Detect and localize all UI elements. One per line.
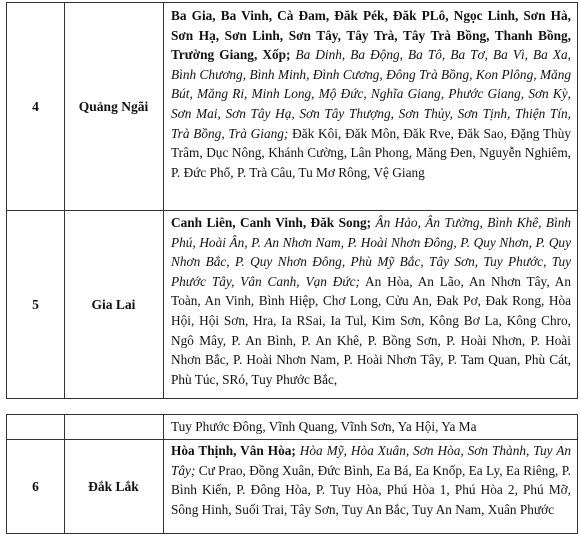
table-row-quang-ngai: [7, 3, 577, 210]
commune-list: [171, 417, 571, 437]
table-row-gia-lai: [7, 210, 577, 398]
row-number: 6: [32, 479, 39, 494]
commune-list-normal: Đăk Kôi, Đăk Môn, Đăk Rve, Đăk Sao, Đặng Thùy Trâm, Dục Nông, Khánh Cường, Lân Phong, Măng Đen, Nguyễn Nghiêm, P. Đức Phổ, P. Trà Câu, Tu Mơ Rông, Vệ Giang: [171, 125, 571, 180]
commune-list-italic: Hòa Mỹ, Hòa Xuân, Sơn Hòa, Sơn Thành, Tuy An Tây;: [171, 443, 571, 478]
province-name: Quảng Ngãi: [78, 98, 149, 114]
province-name: Gia Lai: [91, 297, 136, 312]
province-name: Đắk Lắk: [88, 479, 139, 494]
commune-list-bold: Ba Gia, Ba Vinh, Cà Đam, Đăk Pék, Đăk PLô, Ngọc Linh, Sơn Hà, Sơn Hạ, Sơn Linh, Sơn Tây, Tây Trà, Tây Trà Bồng, Thanh Bồng, Trường Giang, Xốp;: [171, 8, 571, 63]
region-table-upper: [6, 2, 578, 399]
region-table-lower: [6, 414, 578, 534]
commune-list: [171, 441, 571, 519]
commune-list-normal: Tuy Phước Đông, Vĩnh Quang, Vĩnh Sơn, Ya Hội, Ya Ma: [171, 419, 477, 434]
commune-list: [171, 6, 571, 182]
commune-list-italic: Ba Dinh, Ba Động, Ba Tô, Ba Tơ, Ba Vì, Ba Xa, Bình Chương, Bình Minh, Đình Cương, Đông Trà Bồng, Kon Plông, Măng Bút, Măng Ri, Minh Long, Mộ Đức, Nghĩa Giang, Phước Giang, Sơn Kỳ, Sơn Mai, Sơn Tây Hạ, Sơn Tây Thượng, Sơn Thủy, Sơn Tịnh, Thiện Tín, Trà Bồng, Trà Giang;: [171, 47, 571, 141]
commune-list-italic: Ân Hảo, Ân Tường, Bình Khê, Bình Phú, Hoài Ân, P. An Nhơn Nam, P. Hoài Nhơn Đông, P. Quy Nhơn, P. Quy Nhơn Bắc, P. Quy Nhơn Đông, Phù Mỹ Bắc, Tây Sơn, Tuy Phước, Tuy Phước Tây, Vân Canh, Vạn Đức;: [171, 215, 571, 289]
row-number: 5: [32, 297, 39, 312]
row-number: 4: [32, 98, 39, 114]
commune-list-bold: Canh Liên, Canh Vinh, Đăk Song;: [171, 215, 372, 230]
table-row-dak-lak: [7, 439, 577, 533]
commune-list: [171, 213, 571, 389]
commune-list-normal: An Hòa, An Lão, An Nhơn Tây, An Toàn, An Vinh, Bình Hiệp, Chơ Long, Cửu An, Đak Pơ, Đak Rong, Hòa Hội, Hội Sơn, Hra, Ia RSai, Ia Tul, Kim Sơn, Kông Bơ La, Kông Chro, Ngô Mây, P. An Bình, P. An Khê, P. Bồng Sơn, P. Hoài Nhơn, P. Hoài Nhơn Bắc, P. Hoài Nhơn Nam, P. Hoài Nhơn Tây, P. Tam Quan, Phù Cát, Phù Túc, SRó, Tuy Phước Bắc,: [171, 273, 571, 387]
table-row-continuation: [7, 415, 577, 439]
commune-list-normal: Cư Prao, Đồng Xuân, Đức Bình, Ea Bá, Ea Knốp, Ea Ly, Ea Riêng, P. Bình Kiến, P. Đông Hòa, P. Tuy Hòa, Phú Hòa 1, Phú Hòa 2, Phú Mỡ, Sông Hinh, Suối Trai, Tây Sơn, Tuy An Bắc, Tuy An Nam, Xuân Phước: [171, 462, 571, 517]
commune-list-bold: Hòa Thịnh, Vân Hòa;: [171, 443, 296, 458]
